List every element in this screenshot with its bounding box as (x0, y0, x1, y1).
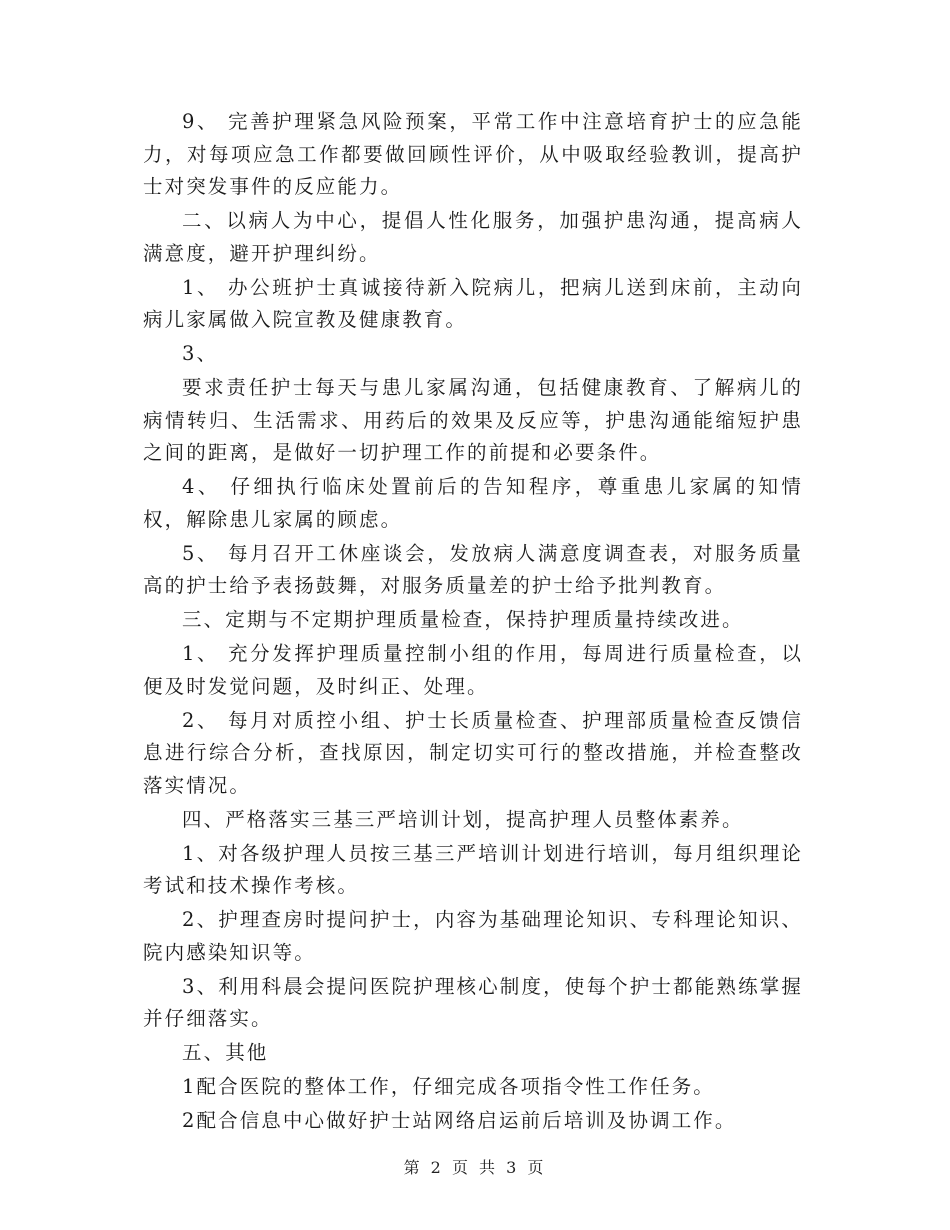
paragraph-network-training: 2配合信息中心做好护士站网络启运前后培训及协调工作。 (182, 1109, 737, 1132)
section-heading-other: 五、其他 (182, 1041, 269, 1064)
paragraph-ward-rounds: 2、护理查房时提问护士，内容为基础理论知识、专科理论知识、院内感染知识等。 (143, 908, 803, 964)
section-heading-quality-check: 三、定期与不定期护理质量检查，保持护理质量持续改进。 (182, 608, 744, 631)
paragraph-morning-meeting: 3、利用科晨会提问医院护理核心制度，使每个护士都能熟练掌握并仔细落实。 (143, 974, 803, 1030)
page-number-footer: 第 2 页 共 3 页 (403, 1158, 547, 1177)
section-heading-training: 四、严格落实三基三严培训计划，提高护理人员整体素养。 (182, 807, 744, 831)
paragraph-admission: 1、 办公班护士真诚接待新入院病儿，把病儿送到床前，主动向病儿家属做入院宣教及健康教育。 (143, 275, 803, 331)
paragraph-monthly-analysis: 2、 每月对质控小组、护士长质量检查、护理部质量检查反馈信息进行综合分析，查找原因，制定切实可行的整改措施，并检查整改落实情况。 (143, 708, 803, 797)
paragraph-emergency-plan: 9、 完善护理紧急风险预案，平常工作中注意培育护士的应急能力，对每项应急工作都要做回顾性评价，从中吸取经验教训，提高护士对突发事件的反应能力。 (143, 110, 803, 198)
paragraph-quality-group: 1、 充分发挥护理质量控制小组的作用，每周进行质量检查，以便及时发觉问题，及时纠正、处理。 (143, 642, 803, 698)
paragraph-informed-consent: 4、 仔细执行临床处置前后的告知程序，尊重患儿家属的知情权，解除患儿家属的顾虑。 (143, 475, 803, 531)
paragraph-daily-communication: 要求责任护士每天与患儿家属沟通，包括健康教育、了解病儿的病情转归、生活需求、用药后的效果及反应等，护患沟通能缩短护患之间的距离，是做好一切护理工作的前提和必要条件。 (143, 376, 803, 464)
paragraph-number-3: 3、 (182, 342, 219, 365)
paragraph-training-plan: 1、对各级护理人员按三基三严培训计划进行培训，每月组织理论考试和技术操作考核。 (143, 841, 803, 897)
document-body (143, 106, 803, 1139)
paragraph-monthly-meeting: 5、 每月召开工休座谈会，发放病人满意度调查表，对服务质量高的护士给予表扬鼓舞，对服务质量差的护士给予批判教育。 (143, 541, 803, 597)
section-heading-patient-centered: 二、以病人为中心，提倡人性化服务，加强护患沟通，提高病人满意度，避开护理纠纷。 (143, 209, 803, 265)
paragraph-hospital-tasks: 1配合医院的整体工作，仔细完成各项指令性工作任务。 (182, 1075, 715, 1098)
